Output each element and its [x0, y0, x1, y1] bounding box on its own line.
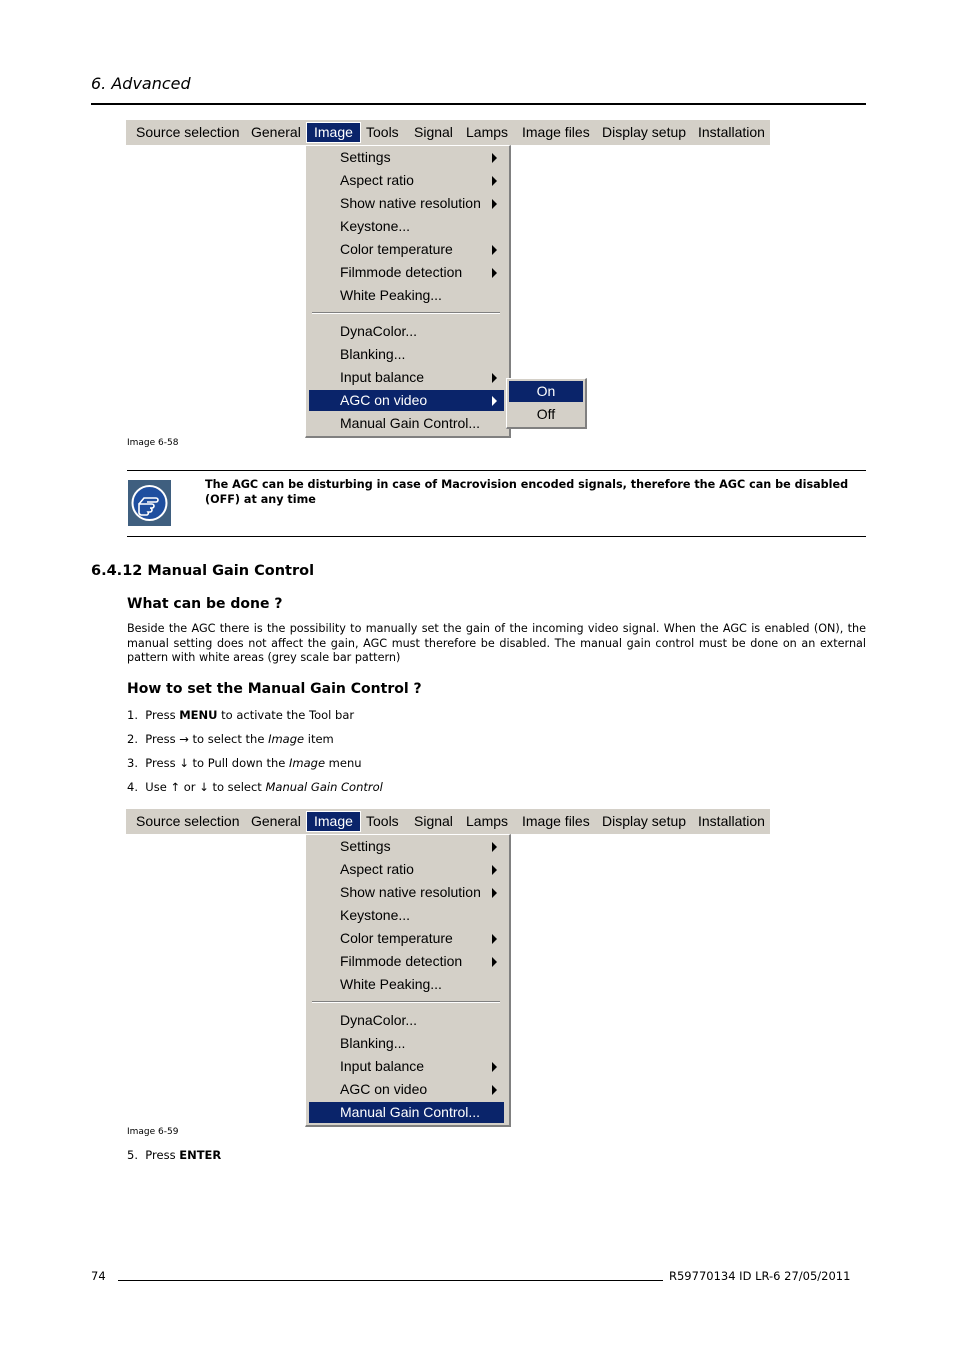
menu-source-selection[interactable]: Source selection	[136, 124, 240, 140]
submenu-arrow-icon	[492, 199, 497, 209]
menu-item-aspect-ratio[interactable]: Aspect ratio	[309, 859, 504, 880]
menu-item-keystone[interactable]: Keystone...	[340, 907, 411, 923]
submenu-arrow-icon	[492, 934, 497, 944]
menu-image[interactable]: Image	[306, 122, 361, 143]
menu-tools[interactable]: Tools	[366, 124, 399, 140]
note-icon-box	[128, 480, 171, 526]
menu-item-white-peaking[interactable]: White Peaking...	[340, 287, 442, 303]
menu-display-setup[interactable]: Display setup	[602, 124, 687, 140]
menu-item-manual-gain-control[interactable]: Manual Gain Control...	[309, 1102, 504, 1123]
what-heading: What can be done ?	[127, 596, 283, 612]
menu-item-aspect-ratio[interactable]: Aspect ratio	[309, 170, 504, 191]
image-caption: Image 6-58	[127, 438, 179, 448]
menu-item-color-temperature[interactable]: Color temperature	[309, 239, 504, 260]
submenu-item-off[interactable]: Off	[536, 406, 556, 422]
menu-separator	[312, 312, 500, 314]
image-dropdown	[305, 145, 511, 438]
image-caption: Image 6-59	[127, 1127, 179, 1137]
submenu-arrow-icon	[492, 245, 497, 255]
step-2: 2. Press → to select the Image item	[127, 732, 334, 746]
menu-image-files[interactable]: Image files	[522, 813, 590, 829]
menu-display-setup[interactable]: Display setup	[602, 813, 687, 829]
step-3: 3. Press ↓ to Pull down the Image menu	[127, 756, 362, 770]
submenu-arrow-icon	[492, 865, 497, 875]
menu-item-settings[interactable]: Settings	[309, 836, 504, 857]
submenu-item-on[interactable]: On	[509, 381, 583, 402]
menu-source-selection[interactable]: Source selection	[136, 813, 240, 829]
menu-item-show-native-resolution[interactable]: Show native resolution	[309, 193, 504, 214]
submenu-arrow-icon	[492, 373, 497, 383]
menu-item-input-balance[interactable]: Input balance	[309, 1056, 504, 1077]
submenu-arrow-icon	[492, 957, 497, 967]
step-4: 4. Use ↑ or ↓ to select Manual Gain Control	[127, 780, 383, 794]
menu-signal[interactable]: Signal	[414, 124, 453, 140]
chapter-title: 6. Advanced	[91, 74, 191, 93]
menu-item-white-peaking[interactable]: White Peaking...	[340, 976, 442, 992]
image-dropdown	[305, 834, 511, 1127]
menu-image[interactable]: Image	[306, 811, 361, 832]
menu-screenshot-manual-gain	[126, 809, 771, 1131]
menu-installation[interactable]: Installation	[698, 813, 765, 829]
menu-bar	[126, 809, 770, 834]
note-rule-bottom	[127, 536, 866, 537]
what-paragraph: Beside the AGC there is the possibility to manually set the gain of the incoming video signal. When the AGC is enabled (ON), the manual setting does not affect the gain, AGC must therefore be disabled. The manual gain control must be done on an external pattern with white areas (grey scale bar pattern)	[127, 622, 866, 664]
submenu-arrow-icon	[492, 176, 497, 186]
menu-item-manual-gain-control[interactable]: Manual Gain Control...	[340, 415, 481, 431]
menu-image-files[interactable]: Image files	[522, 124, 590, 140]
section-heading: 6.4.12 Manual Gain Control	[91, 563, 315, 579]
menu-item-keystone[interactable]: Keystone...	[340, 218, 411, 234]
menu-item-color-temperature[interactable]: Color temperature	[309, 928, 504, 949]
menu-bar	[126, 120, 770, 145]
submenu-arrow-icon	[492, 842, 497, 852]
agc-submenu	[506, 378, 587, 429]
menu-tools[interactable]: Tools	[366, 813, 399, 829]
menu-item-show-native-resolution[interactable]: Show native resolution	[309, 882, 504, 903]
note-text: The AGC can be disturbing in case of Macrovision encoded signals, therefore the AGC can be disabled (OFF) at any time	[205, 478, 849, 506]
menu-screenshot-agc	[126, 120, 771, 442]
step-1: 1. Press MENU to activate the Tool bar	[127, 708, 355, 722]
menu-item-agc-on-video[interactable]: AGC on video	[309, 390, 504, 411]
menu-separator	[312, 1001, 500, 1003]
note-rule-top	[127, 470, 866, 471]
menu-signal[interactable]: Signal	[414, 813, 453, 829]
menu-item-blanking[interactable]: Blanking...	[340, 1035, 406, 1051]
menu-item-filmmode-detection[interactable]: Filmmode detection	[309, 951, 504, 972]
menu-item-dynacolor[interactable]: DynaColor...	[340, 1012, 418, 1028]
menu-item-input-balance[interactable]: Input balance	[309, 367, 504, 388]
page-number: 74	[91, 1269, 106, 1283]
submenu-arrow-icon	[492, 888, 497, 898]
menu-item-filmmode-detection[interactable]: Filmmode detection	[309, 262, 504, 283]
document-reference: R59770134 ID LR-6 27/05/2011	[669, 1269, 851, 1283]
submenu-arrow-icon	[492, 153, 497, 163]
submenu-arrow-icon	[492, 1085, 497, 1095]
submenu-arrow-icon	[492, 268, 497, 278]
menu-general[interactable]: General	[251, 124, 301, 140]
menu-item-dynacolor[interactable]: DynaColor...	[340, 323, 418, 339]
how-heading: How to set the Manual Gain Control ?	[127, 681, 422, 697]
footer-rule	[118, 1280, 663, 1281]
header-rule	[91, 103, 866, 105]
submenu-arrow-icon	[492, 1062, 497, 1072]
submenu-arrow-icon	[492, 396, 497, 406]
menu-installation[interactable]: Installation	[698, 124, 765, 140]
step-5: 5. Press ENTER	[127, 1148, 222, 1162]
menu-item-agc-on-video[interactable]: AGC on video	[309, 1079, 504, 1100]
menu-lamps[interactable]: Lamps	[466, 124, 509, 140]
menu-general[interactable]: General	[251, 813, 301, 829]
menu-item-settings[interactable]: Settings	[309, 147, 504, 168]
pointing-hand-icon	[128, 480, 171, 526]
menu-item-blanking[interactable]: Blanking...	[340, 346, 406, 362]
menu-lamps[interactable]: Lamps	[466, 813, 509, 829]
